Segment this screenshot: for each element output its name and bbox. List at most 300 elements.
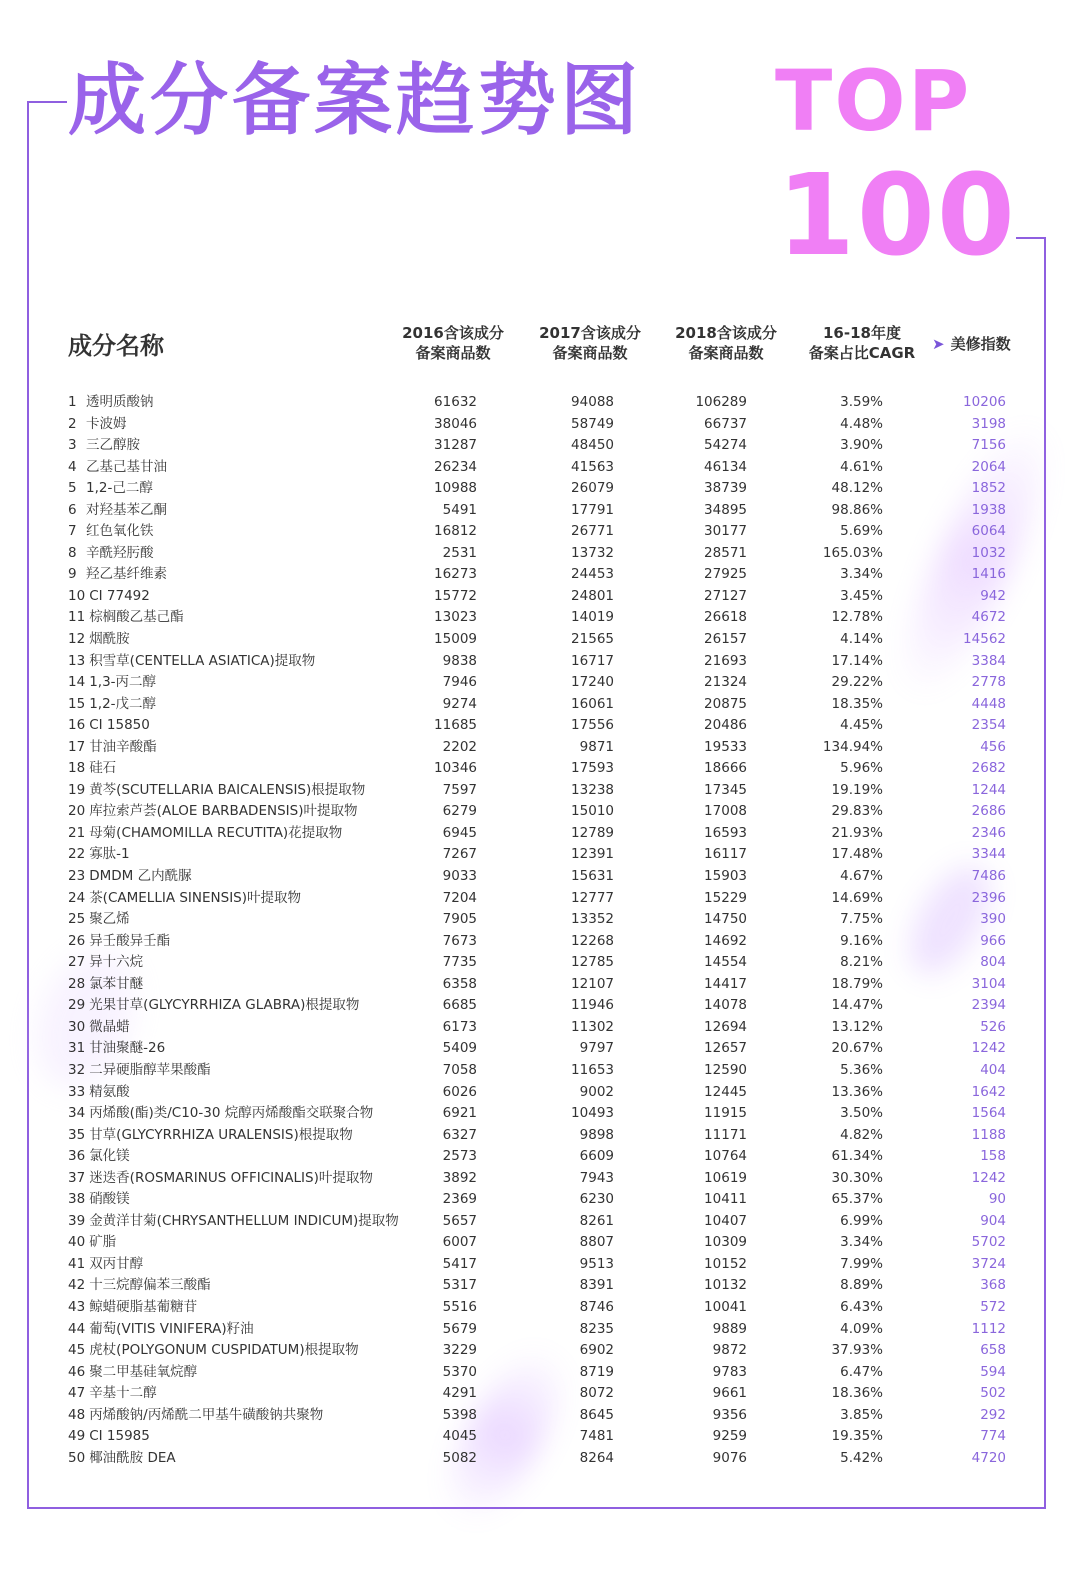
table-row <box>0 1167 1080 1189</box>
index-value: 1852 <box>971 480 1006 497</box>
ingredient-name: 辛酰羟肟酸 <box>86 544 154 561</box>
table-row <box>0 693 1080 715</box>
column-header-line: 备案商品数 <box>415 344 491 362</box>
ingredient-name-cell <box>68 1296 197 1318</box>
table-row <box>0 757 1080 779</box>
count-2016: 2573 <box>442 1148 477 1165</box>
index-value: 10206 <box>963 394 1006 410</box>
count-2018: 15229 <box>704 889 747 906</box>
ingredient-name-cell <box>68 800 357 822</box>
rank-number: 4 <box>68 458 77 475</box>
table-row <box>0 1361 1080 1383</box>
count-2016: 13023 <box>434 609 477 626</box>
count-2016: 16812 <box>434 523 477 540</box>
cagr-value: 3.34% <box>840 1234 883 1251</box>
ingredient-name: 甘草(GLYCYRRHIZA URALENSIS)根提取物 <box>89 1126 353 1143</box>
rank-number: 45 <box>68 1342 86 1359</box>
count-2018: 16117 <box>704 846 747 863</box>
count-2016: 6685 <box>442 997 477 1014</box>
count-2018: 12694 <box>704 1018 747 1035</box>
index-value: 1244 <box>971 781 1006 798</box>
column-header-2017 <box>520 323 660 363</box>
ingredient-name: 精氨酸 <box>89 1083 130 1100</box>
count-2017: 12391 <box>571 846 614 863</box>
count-2016: 15009 <box>434 631 477 648</box>
index-value: 658 <box>980 1342 1006 1359</box>
table-row <box>0 1037 1080 1059</box>
count-2016: 31287 <box>434 437 477 454</box>
index-value: 3104 <box>971 975 1006 992</box>
ingredient-name-cell <box>68 757 116 779</box>
count-2017: 12107 <box>571 975 614 992</box>
ingredient-name-cell <box>68 606 184 628</box>
index-value: 456 <box>980 738 1006 755</box>
table-row <box>0 1188 1080 1210</box>
index-value: 3344 <box>971 846 1006 863</box>
cagr-value: 17.48% <box>831 846 883 863</box>
rank-number: 19 <box>68 781 86 798</box>
count-2016: 6358 <box>442 975 477 992</box>
index-value: 2778 <box>971 674 1006 691</box>
column-header-line: 2017含该成分 <box>539 324 641 342</box>
index-value: 7156 <box>971 437 1006 454</box>
ingredient-name-cell <box>68 865 192 887</box>
ingredient-name-cell <box>68 413 127 435</box>
count-2018: 19533 <box>704 738 747 755</box>
count-2017: 8391 <box>579 1277 614 1294</box>
table-row <box>0 1102 1080 1124</box>
count-2016: 6007 <box>442 1234 477 1251</box>
cagr-value: 17.14% <box>831 652 883 669</box>
count-2016: 6921 <box>442 1105 477 1122</box>
index-value: 368 <box>980 1277 1006 1294</box>
table-row <box>0 1016 1080 1038</box>
count-2017: 12785 <box>571 954 614 971</box>
index-value: 390 <box>980 911 1006 928</box>
index-value: 5702 <box>971 1234 1006 1251</box>
frame-line <box>27 1507 1046 1509</box>
table-row <box>0 606 1080 628</box>
rank-number: 30 <box>68 1018 86 1035</box>
index-value: 1564 <box>971 1105 1006 1122</box>
table-row <box>0 434 1080 456</box>
table-row <box>0 413 1080 435</box>
count-2018: 10619 <box>704 1169 747 1186</box>
table-row <box>0 1210 1080 1232</box>
rank-number: 7 <box>68 523 77 540</box>
count-2018: 9889 <box>712 1320 747 1337</box>
ingredient-name-cell <box>68 1210 399 1232</box>
rank-number: 50 <box>68 1449 86 1466</box>
count-2017: 15631 <box>571 868 614 885</box>
ingredient-name-cell <box>68 456 167 478</box>
table-row <box>0 563 1080 585</box>
cagr-value: 98.86% <box>831 501 883 518</box>
column-header-line: 16-18年度 <box>823 324 901 342</box>
column-header-line: 备案商品数 <box>552 344 628 362</box>
cagr-value: 6.47% <box>840 1363 883 1380</box>
rank-number: 27 <box>68 954 86 971</box>
index-value: 4720 <box>971 1449 1006 1466</box>
ingredient-name: CI 15985 <box>89 1428 150 1445</box>
count-2017: 8264 <box>579 1449 614 1466</box>
table-row <box>0 542 1080 564</box>
count-2018: 10041 <box>704 1298 747 1315</box>
rank-number: 13 <box>68 652 86 669</box>
ingredient-name-cell <box>68 520 154 542</box>
count-2016: 5417 <box>442 1255 477 1272</box>
rank-number: 2 <box>68 415 77 432</box>
ingredient-name-cell <box>68 994 359 1016</box>
index-value: 1188 <box>971 1126 1006 1143</box>
ingredient-name-cell <box>68 1016 130 1038</box>
rank-number: 24 <box>68 889 86 906</box>
index-value: 2064 <box>971 458 1006 475</box>
cagr-value: 19.19% <box>831 781 883 798</box>
count-2017: 17240 <box>571 674 614 691</box>
count-2018: 10132 <box>704 1277 747 1294</box>
ingredient-name: CI 77492 <box>89 587 150 604</box>
column-header-cagr <box>792 323 932 363</box>
ingredient-name-cell <box>68 391 154 413</box>
count-2018: 9259 <box>712 1428 747 1445</box>
table-row <box>0 1404 1080 1426</box>
cagr-value: 37.93% <box>831 1342 883 1359</box>
count-2018: 21324 <box>704 674 747 691</box>
count-2018: 11915 <box>704 1105 747 1122</box>
count-2018: 9872 <box>712 1342 747 1359</box>
count-2018: 34895 <box>704 501 747 518</box>
ingredient-name-cell <box>68 887 301 909</box>
ingredient-name-cell <box>68 1404 323 1426</box>
index-value: 14562 <box>963 631 1006 648</box>
count-2017: 94088 <box>571 394 614 410</box>
index-value: 904 <box>980 1212 1006 1229</box>
count-2017: 7943 <box>579 1169 614 1186</box>
index-value: 2354 <box>971 717 1006 734</box>
cagr-value: 7.99% <box>840 1255 883 1272</box>
count-2016: 6026 <box>442 1083 477 1100</box>
index-value: 292 <box>980 1406 1006 1423</box>
count-2016: 5082 <box>442 1449 477 1466</box>
rank-number: 35 <box>68 1126 86 1143</box>
ingredient-name: 卡波姆 <box>86 415 127 432</box>
ingredient-name: 二异硬脂醇苹果酸酯 <box>89 1061 211 1078</box>
ingredient-name: 棕榈酸乙基己酯 <box>89 609 184 626</box>
cagr-value: 18.79% <box>831 975 883 992</box>
count-2016: 7204 <box>442 889 477 906</box>
count-2018: 26618 <box>704 609 747 626</box>
count-2017: 14019 <box>571 609 614 626</box>
table-row <box>0 1447 1080 1469</box>
rank-number: 20 <box>68 803 86 820</box>
ingredient-name: 辛基十二醇 <box>89 1385 157 1402</box>
count-2016: 5398 <box>442 1406 477 1423</box>
count-2016: 6279 <box>442 803 477 820</box>
count-2018: 18666 <box>704 760 747 777</box>
rank-number: 12 <box>68 631 86 648</box>
count-2016: 7946 <box>442 674 477 691</box>
cagr-value: 13.12% <box>831 1018 883 1035</box>
count-2016: 5657 <box>442 1212 477 1229</box>
count-2017: 16061 <box>571 695 614 712</box>
count-2017: 58749 <box>571 415 614 432</box>
table-row <box>0 887 1080 909</box>
cagr-value: 30.30% <box>831 1169 883 1186</box>
table-row <box>0 1425 1080 1447</box>
table-row <box>0 477 1080 499</box>
count-2018: 14554 <box>704 954 747 971</box>
count-2018: 10309 <box>704 1234 747 1251</box>
table-row <box>0 1339 1080 1361</box>
ingredient-name: 聚二甲基硅氧烷醇 <box>89 1363 198 1380</box>
ingredient-name: 透明质酸钠 <box>86 394 154 410</box>
ingredient-name: 库拉索芦荟(ALOE BARBADENSIS)叶提取物 <box>89 803 358 820</box>
rank-number: 43 <box>68 1298 86 1315</box>
cagr-value: 3.45% <box>840 587 883 604</box>
rank-number: 1 <box>68 394 77 410</box>
table-row <box>0 1318 1080 1340</box>
count-2018: 66737 <box>704 415 747 432</box>
column-header-2016 <box>383 323 523 363</box>
index-value: 2396 <box>971 889 1006 906</box>
ingredient-name-cell <box>68 671 156 693</box>
cagr-value: 65.37% <box>831 1191 883 1208</box>
count-2017: 9002 <box>579 1083 614 1100</box>
index-value: 2682 <box>971 760 1006 777</box>
index-value: 7486 <box>971 868 1006 885</box>
ingredient-name-cell <box>68 973 143 995</box>
count-2018: 21693 <box>704 652 747 669</box>
count-2016: 7905 <box>442 911 477 928</box>
ingredient-name: CI 15850 <box>89 717 150 734</box>
index-value: 526 <box>980 1018 1006 1035</box>
ingredient-name-cell <box>68 1145 130 1167</box>
count-2018: 54274 <box>704 437 747 454</box>
index-value: 1112 <box>971 1320 1006 1337</box>
rank-number: 44 <box>68 1320 86 1337</box>
count-2017: 26771 <box>571 523 614 540</box>
rank-number: 17 <box>68 738 86 755</box>
table-row <box>0 843 1080 865</box>
ingredient-name-cell <box>68 1124 353 1146</box>
ingredient-name: 羟乙基纤维素 <box>86 566 167 583</box>
ingredient-name: 金黄洋甘菊(CHRYSANTHELLUM INDICUM)提取物 <box>89 1212 399 1229</box>
count-2016: 11685 <box>434 717 477 734</box>
table-row <box>0 865 1080 887</box>
ingredient-name: 1,2-戊二醇 <box>89 695 157 712</box>
count-2016: 5491 <box>442 501 477 518</box>
count-2018: 106289 <box>695 394 747 410</box>
ingredient-name: DMDM 乙内酰脲 <box>89 868 192 885</box>
ingredient-name: 寡肽-1 <box>89 846 130 863</box>
page-title: 成分备案趋势图 <box>68 56 643 146</box>
count-2018: 9783 <box>712 1363 747 1380</box>
index-value: 3384 <box>971 652 1006 669</box>
cagr-value: 7.75% <box>840 911 883 928</box>
cagr-value: 4.61% <box>840 458 883 475</box>
ingredient-name-cell <box>68 650 315 672</box>
table-row <box>0 499 1080 521</box>
rank-number: 28 <box>68 975 86 992</box>
title-top-label: TOP <box>775 52 972 150</box>
index-value: 2394 <box>971 997 1006 1014</box>
cagr-value: 6.43% <box>840 1298 883 1315</box>
column-header-line: 2018含该成分 <box>675 324 777 342</box>
count-2017: 21565 <box>571 631 614 648</box>
count-2017: 17791 <box>571 501 614 518</box>
count-2018: 20875 <box>704 695 747 712</box>
count-2017: 13732 <box>571 544 614 561</box>
ingredient-name: 葡萄(VITIS VINIFERA)籽油 <box>89 1320 254 1337</box>
ingredient-name-cell <box>68 1081 130 1103</box>
index-value: 942 <box>980 587 1006 604</box>
index-value: 404 <box>980 1061 1006 1078</box>
table-row <box>0 736 1080 758</box>
table-row <box>0 520 1080 542</box>
count-2018: 14078 <box>704 997 747 1014</box>
rank-number: 18 <box>68 760 86 777</box>
rank-number: 36 <box>68 1148 86 1165</box>
table-row <box>0 1382 1080 1404</box>
rank-number: 46 <box>68 1363 86 1380</box>
index-value: 1938 <box>971 501 1006 518</box>
index-value: 1242 <box>971 1040 1006 1057</box>
rank-number: 26 <box>68 932 86 949</box>
rank-number: 41 <box>68 1255 86 1272</box>
cagr-value: 3.59% <box>840 394 883 410</box>
rank-number: 39 <box>68 1212 86 1229</box>
rank-number: 3 <box>68 437 77 454</box>
table-row <box>0 930 1080 952</box>
count-2017: 24801 <box>571 587 614 604</box>
cagr-value: 3.90% <box>840 437 883 454</box>
table-row <box>0 908 1080 930</box>
index-value: 158 <box>980 1148 1006 1165</box>
ingredient-name-cell <box>68 930 170 952</box>
ingredient-name-cell <box>68 951 143 973</box>
count-2017: 8807 <box>579 1234 614 1251</box>
count-2017: 6902 <box>579 1342 614 1359</box>
count-2018: 17345 <box>704 781 747 798</box>
cagr-value: 48.12% <box>831 480 883 497</box>
ingredient-name: 硝酸镁 <box>89 1191 130 1208</box>
rank-number: 31 <box>68 1040 86 1057</box>
count-2017: 10493 <box>571 1105 614 1122</box>
count-2017: 16717 <box>571 652 614 669</box>
count-2018: 27127 <box>704 587 747 604</box>
count-2018: 10152 <box>704 1255 747 1272</box>
count-2018: 28571 <box>704 544 747 561</box>
rank-number: 25 <box>68 911 86 928</box>
index-value: 804 <box>980 954 1006 971</box>
cagr-value: 4.09% <box>840 1320 883 1337</box>
count-2016: 61632 <box>434 394 477 410</box>
rank-number: 38 <box>68 1191 86 1208</box>
cagr-value: 12.78% <box>831 609 883 626</box>
index-value: 3724 <box>971 1255 1006 1272</box>
count-2018: 14750 <box>704 911 747 928</box>
index-value: 966 <box>980 932 1006 949</box>
ingredient-name: 积雪草(CENTELLA ASIATICA)提取物 <box>89 652 316 669</box>
index-value: 6064 <box>971 523 1006 540</box>
index-value: 1242 <box>971 1169 1006 1186</box>
ingredient-name: 微晶蜡 <box>89 1018 130 1035</box>
cagr-value: 5.69% <box>840 523 883 540</box>
ingredient-name-cell <box>68 1037 165 1059</box>
count-2016: 3892 <box>442 1169 477 1186</box>
ingredient-name-cell <box>68 542 154 564</box>
ingredient-name: 三乙醇胺 <box>86 437 140 454</box>
ingredient-name-cell <box>68 736 157 758</box>
ingredient-name: 迷迭香(ROSMARINUS OFFICINALIS)叶提取物 <box>89 1169 373 1186</box>
ingredient-name-cell <box>68 1231 116 1253</box>
rank-number: 42 <box>68 1277 86 1294</box>
cagr-value: 13.36% <box>831 1083 883 1100</box>
ingredient-name: 母菊(CHAMOMILLA RECUTITA)花提取物 <box>89 824 343 841</box>
column-header-line: 备案占比CAGR <box>808 344 916 362</box>
ingredient-name-cell <box>68 822 342 844</box>
cagr-value: 20.67% <box>831 1040 883 1057</box>
frame-line <box>1016 237 1046 239</box>
ingredient-name: 乙基己基甘油 <box>86 458 167 475</box>
index-value: 1642 <box>971 1083 1006 1100</box>
column-header-line: 2016含该成分 <box>402 324 504 342</box>
count-2018: 14692 <box>704 932 747 949</box>
ingredient-name-cell <box>68 499 167 521</box>
rank-number: 49 <box>68 1428 86 1445</box>
count-2017: 8072 <box>579 1385 614 1402</box>
ingredient-name-cell <box>68 1339 359 1361</box>
ingredient-name: 茶(CAMELLIA SINENSIS)叶提取物 <box>89 889 302 906</box>
ingredient-name: 烟酰胺 <box>89 631 130 648</box>
index-value: 4448 <box>971 695 1006 712</box>
count-2018: 11171 <box>704 1126 747 1143</box>
cagr-value: 3.50% <box>840 1105 883 1122</box>
ingredient-name: 1,2-己二醇 <box>86 480 153 497</box>
count-2016: 5679 <box>442 1320 477 1337</box>
count-2016: 16273 <box>434 566 477 583</box>
table-row <box>0 1231 1080 1253</box>
cagr-value: 3.85% <box>840 1406 883 1423</box>
cagr-value: 18.36% <box>831 1385 883 1402</box>
cagr-value: 18.35% <box>831 695 883 712</box>
table-row <box>0 1081 1080 1103</box>
count-2018: 30177 <box>704 523 747 540</box>
ingredient-name: 鲸蜡硬脂基葡糖苷 <box>89 1298 198 1315</box>
count-2017: 12268 <box>571 932 614 949</box>
count-2018: 46134 <box>704 458 747 475</box>
count-2017: 41563 <box>571 458 614 475</box>
table-row <box>0 800 1080 822</box>
cagr-value: 3.34% <box>840 566 883 583</box>
rank-number: 10 <box>68 587 86 604</box>
cagr-value: 29.22% <box>831 674 883 691</box>
index-value: 1032 <box>971 544 1006 561</box>
ingredient-name: 椰油酰胺 DEA <box>89 1449 176 1466</box>
count-2018: 9661 <box>712 1385 747 1402</box>
ingredient-name-cell <box>68 843 130 865</box>
count-2017: 13352 <box>571 911 614 928</box>
table-row <box>0 456 1080 478</box>
ingredient-name: 异十六烷 <box>89 954 144 971</box>
count-2017: 15010 <box>571 803 614 820</box>
ingredient-name-cell <box>68 477 153 499</box>
cagr-value: 4.82% <box>840 1126 883 1143</box>
rank-number: 33 <box>68 1083 86 1100</box>
rank-number: 34 <box>68 1105 86 1122</box>
table-row <box>0 1274 1080 1296</box>
